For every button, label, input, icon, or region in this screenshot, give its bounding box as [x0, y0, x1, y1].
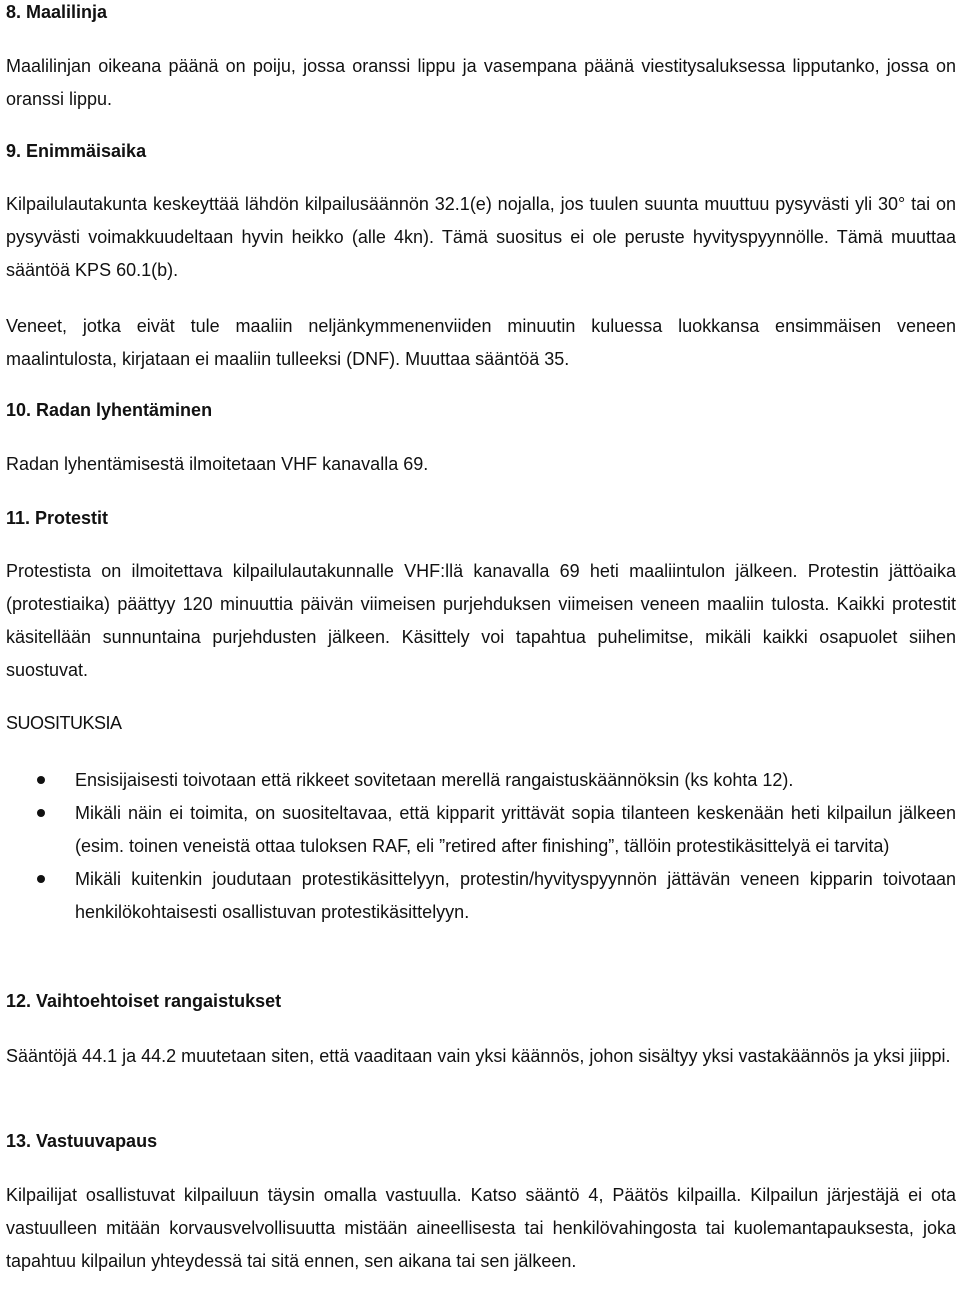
section-heading-vastuuvapaus: 13. Vastuuvapaus: [6, 1131, 158, 1151]
recommendations-list: [0, 764, 956, 929]
paragraph-enimmaisaika-2: Veneet, jotka eivät tule maaliin neljänkymmenenviiden minuutin kuluessa luokkansa ensimmäisen veneen maalintulosta, kirjataan ei maaliin tulleeksi (DNF). Muuttaa sääntöä 35.: [6, 316, 956, 369]
list-item-text: Ensisijaisesti toivotaan että rikkeet sovitetaan merellä rangaistuskäännöksin (ks kohta 12).: [75, 770, 794, 790]
bullet-icon: [37, 776, 45, 784]
list-item: [0, 797, 956, 863]
section-heading-enimmaisaika: 9. Enimmäisaika: [6, 141, 147, 161]
paragraph-radan-lyhentaminen: Radan lyhentämisestä ilmoitetaan VHF kanavalla 69.: [6, 454, 429, 474]
list-item-text: Mikäli kuitenkin joudutaan protestikäsittelyyn, protestin/hyvityspyynnön jättävän veneen kipparin toivotaan henkilökohtaisesti osallistuvan protestikäsittelyyn.: [75, 869, 956, 922]
paragraph-vaihtoehtoiset-rangaistukset: Sääntöjä 44.1 ja 44.2 muutetaan siten, että vaaditaan vain yksi käännös, johon sisältyy yksi vastakäännös ja yksi jiippi.: [6, 1046, 951, 1066]
paragraph-maalilinja: Maalilinjan oikeana päänä on poiju, jossa oranssi lippu ja vasempana päänä viestitysaluksessa lipputanko, jossa on oranssi lippu.: [6, 56, 956, 109]
list-item: [0, 764, 956, 797]
list-item-text: Mikäli näin ei toimita, on suositeltavaa, että kipparit yrittävät sopia tilanteen keskenään heti kilpailun jälkeen (esim. toinen veneistä ottaa tuloksen RAF, eli ”retired after finishing”, tällöin protestikäsittelyä ei tarvita): [75, 803, 956, 856]
paragraph-protestit: Protestista on ilmoitettava kilpailulautakunnalle VHF:llä kanavalla 69 heti maaliintulon jälkeen. Protestin jättöaika (protestiaika) päättyy 120 minuuttia päivän viimeisen purjehduksen viimeisen veneen maaliin tulosta. Kaikki protestit käsitellään sunnuntaina purjehdusten jälkeen. Käsittely voi tapahtua puhelimitse, mikäli kaikki osapuolet siihen suostuvat.: [6, 561, 956, 680]
section-heading-protestit: 11. Protestit: [6, 508, 109, 528]
list-item: [0, 863, 956, 929]
section-heading-maalilinja: 8. Maalilinja: [6, 2, 108, 22]
bullet-icon: [37, 809, 45, 817]
section-heading-radan-lyhentaminen: 10. Radan lyhentäminen: [6, 400, 213, 420]
bullet-icon: [37, 875, 45, 883]
paragraph-enimmaisaika-1: Kilpailulautakunta keskeyttää lähdön kilpailusäännön 32.1(e) nojalla, jos tuulen suunta muuttuu pysyvästi yli 30° tai on pysyvästi voimakkuudeltaan hyvin heikko (alle 4kn). Tämä suositus ei ole peruste hyvityspyynnölle. Tämä muuttaa sääntöä KPS 60.1(b).: [6, 194, 956, 280]
section-heading-vaihtoehtoiset-rangaistukset: 12. Vaihtoehtoiset rangaistukset: [6, 991, 282, 1011]
paragraph-vastuuvapaus: Kilpailijat osallistuvat kilpailuun täysin omalla vastuulla. Katso sääntö 4, Päätös kilpailla. Kilpailun järjestäjä ei ota vastuulleen mitään korvausvelvollisuutta mistään aineellisesta tai henkilövahingosta tai kuolemantapauksesta, joka tapahtuu kilpailun yhteydessä tai sitä ennen, sen aikana tai sen jälkeen.: [6, 1185, 956, 1271]
section-heading-suosituksia: SUOSITUKSIA: [6, 713, 122, 733]
